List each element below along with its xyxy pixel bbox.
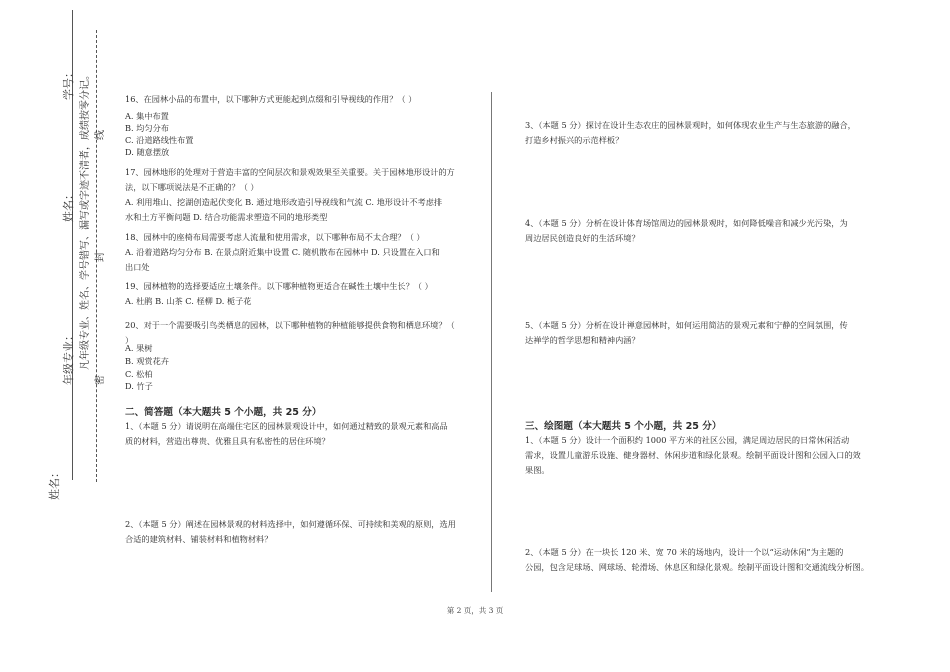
- id-label: 学号：: [62, 67, 75, 100]
- question-19-line-2: A. 杜鹃 B. 山茶 C. 柽柳 D. 栀子花: [125, 296, 252, 306]
- question-20-stem-end: ）: [125, 335, 134, 345]
- short-answer-5-line-2: 达禅学的哲学思想和精神内涵？: [525, 335, 640, 345]
- question-18-line-2: A. 沿着道路均匀分布 B. 在景点附近集中设置 C. 随机散布在园林中 D. 只设置在入口和: [125, 247, 440, 257]
- q20-option-b: B. 观赏花卉: [125, 356, 169, 366]
- column-divider: [491, 92, 492, 592]
- question-18-line-3: 出口处: [125, 262, 150, 272]
- q20-option-a: A. 果树: [125, 343, 153, 353]
- question-17-line-3: A. 利用堆山、挖湖创造起伏变化 B. 通过地形改造引导视线和气流 C. 地形设计不考虑排: [125, 197, 443, 207]
- short-answer-3: [525, 118, 856, 148]
- q20-option-d: D. 竹子: [125, 381, 153, 391]
- seat-label: 姓名：: [48, 467, 61, 500]
- grade-label: 年级专业：: [62, 330, 75, 385]
- drawing-question-2-line-1: 2、（本题 5 分）在一块长 120 米、宽 70 米的场地内，设计一个以“运动休闲”为主题的: [525, 547, 844, 557]
- name-label: 姓名：: [62, 189, 75, 222]
- question-19-line-1: 19、园林植物的选择要适应土壤条件。以下哪种植物更适合在碱性土壤中生长？（ ）: [125, 281, 433, 291]
- short-answer-3-line-1: 3、（本题 5 分）探讨在设计生态农庄的园林景观时，如何体现农业生产与生态旅游的融合，: [525, 120, 856, 130]
- question-17-line-1: 17、园林地形的处理对于营造丰富的空间层次和景观效果至关重要。关于园林地形设计的方: [125, 167, 455, 177]
- seal-mark: 密: [95, 375, 106, 385]
- section-2-heading: 二、简答题（本大题共 5 个小题，共 25 分）: [125, 407, 322, 418]
- q16-option-d: D. 随意摆放: [125, 147, 170, 157]
- q16-option-a: A. 集中布置: [125, 111, 169, 121]
- page-footer: 第 2 页，共 3 页: [446, 606, 504, 615]
- drawing-question-1-line-3: 果图。: [525, 465, 550, 475]
- question-20: [125, 318, 455, 348]
- short-answer-2-line-2: 合适的建筑材料、铺装材料和植物材料？: [125, 534, 273, 544]
- drawing-question-2-line-2: 公园，包含足球场、网球场、轮滑场、休息区和绿化景观。绘制平面设计图和交通流线分析图。: [525, 562, 869, 572]
- short-answer-1: [125, 419, 448, 449]
- question-16: [125, 92, 416, 107]
- short-answer-5: [525, 318, 848, 348]
- short-answer-1-line-2: 质的材料，营造出尊贵、优雅且具有私密性的居住环境？: [125, 436, 330, 446]
- short-answer-2: [125, 517, 456, 547]
- question-18: [125, 230, 440, 275]
- drawing-question-1: [525, 433, 861, 478]
- short-answer-2-line-1: 2、（本题 5 分）阐述在园林景观的材料选择中，如何遵循环保、可持续和美观的原则，选用: [125, 519, 456, 529]
- question-19: [125, 279, 433, 309]
- question-17-line-4: 水和土方平衡问题 D. 结合功能需求塑造不同的地形类型: [125, 212, 328, 222]
- short-answer-4: [525, 216, 848, 246]
- short-answer-3-line-2: 打造乡村振兴的示范样板？: [525, 135, 624, 145]
- short-answer-1-line-1: 1、（本题 5 分）请说明在高端住宅区的园林景观设计中，如何通过精致的景观元素和高品: [125, 421, 448, 431]
- q16-option-b: B. 均匀分布: [125, 123, 169, 133]
- question-17: [125, 165, 455, 225]
- question-20-stem: 20、对于一个需要吸引鸟类栖息的园林，以下哪种植物的种植能够提供食物和栖息环境？（: [125, 320, 455, 330]
- seal-mark-2: 封: [95, 252, 106, 262]
- short-answer-4-line-2: 周边居民创造良好的生活环境？: [525, 233, 640, 243]
- question-17-line-2: 法，以下哪项说法是不正确的？（ ）: [125, 182, 259, 192]
- margin-notice: 凡年级专业、姓名、学号错写、漏写或字迹不清者，成绩按零分记。: [80, 70, 91, 370]
- short-answer-4-line-1: 4、（本题 5 分）分析在设计体育场馆周边的园林景观时，如何降低噪音和减少光污染，为: [525, 218, 848, 228]
- section-3-heading: 三、绘图题（本大题共 5 个小题，共 25 分）: [525, 421, 722, 432]
- drawing-question-1-line-1: 1、（本题 5 分）设计一个面积约 1000 平方米的社区公园，满足周边居民的日常休闲活动: [525, 435, 850, 445]
- question-18-line-1: 18、园林中的座椅布局需要考虑人流量和使用需求，以下哪种布局不太合理？（ ）: [125, 232, 425, 242]
- short-answer-5-line-1: 5、（本题 5 分）分析在设计禅意园林时，如何运用简洁的景观元素和宁静的空间氛围，传: [525, 320, 848, 330]
- drawing-question-1-line-2: 需求，设置儿童游乐设施、健身器材、休闲步道和绿化景观。绘制平面设计图和公园入口的效: [525, 450, 861, 460]
- drawing-question-2: [525, 545, 869, 575]
- question-16-stem: 16、在园林小品的布置中，以下哪种方式更能起到点缀和引导视线的作用？（ ）: [125, 94, 417, 104]
- q16-option-c: C. 沿道路线性布置: [125, 135, 194, 145]
- seal-mark-3: 线: [95, 130, 106, 140]
- q20-option-c: C. 松柏: [125, 369, 153, 379]
